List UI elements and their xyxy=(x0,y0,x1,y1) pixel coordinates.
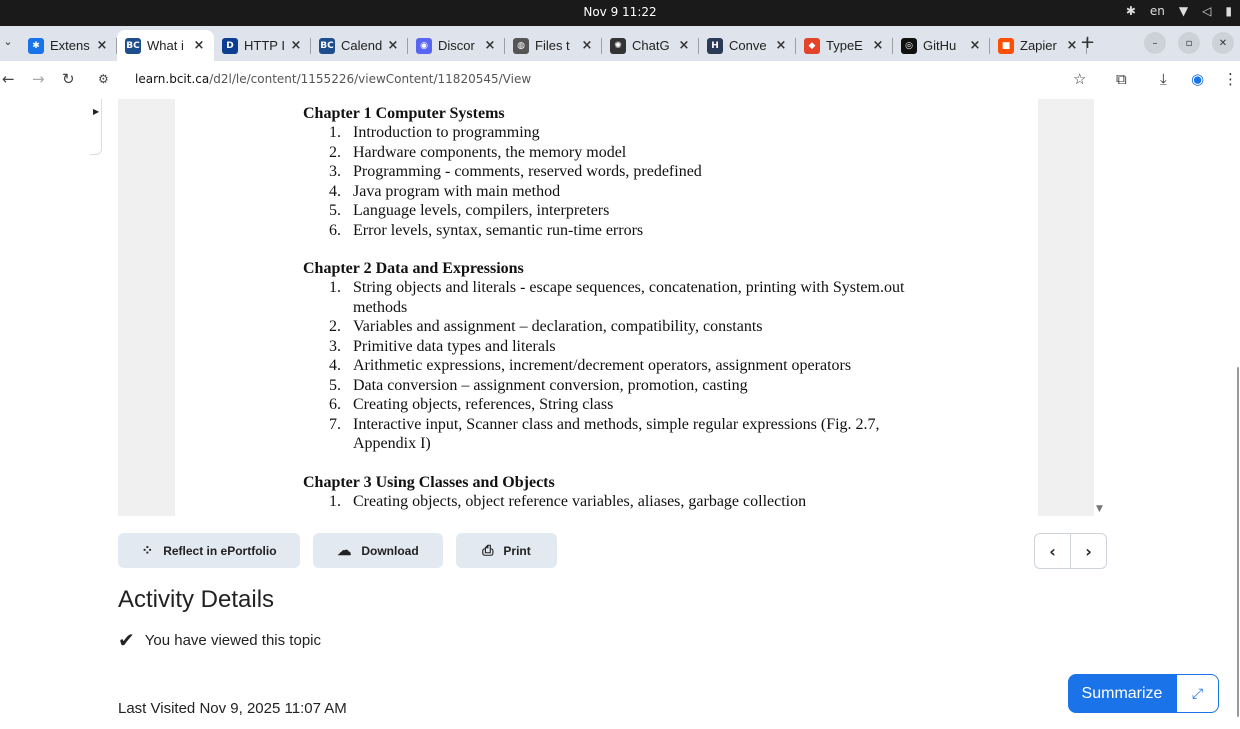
browser-tab[interactable] xyxy=(117,30,214,61)
tab-title: HTTP I xyxy=(244,38,285,53)
list-item xyxy=(329,492,943,512)
tab-title: What i xyxy=(147,38,184,53)
browser-tab[interactable] xyxy=(699,30,796,61)
tab-favicon-icon: ◉ xyxy=(416,38,432,54)
browser-tab[interactable] xyxy=(408,30,505,61)
list-item xyxy=(329,376,943,396)
tab-title: Discor xyxy=(438,38,475,53)
item-text: Arithmetic expressions, increment/decrement operators, assignment operators xyxy=(353,357,852,374)
tab-favicon-icon: ◆ xyxy=(804,38,820,54)
back-icon[interactable]: ← xyxy=(2,70,15,88)
eportfolio-icon: ⁘ xyxy=(141,542,154,558)
item-number: 4. xyxy=(329,182,341,200)
list-item xyxy=(329,123,943,143)
item-number: 4. xyxy=(329,357,341,374)
item-text: Language levels, compilers, interpreters xyxy=(353,202,610,219)
item-number: 1. xyxy=(329,124,341,141)
item-number: 5. xyxy=(329,202,341,219)
tab-title: ChatG xyxy=(632,38,670,53)
tab-favicon-icon: D xyxy=(222,38,238,54)
chapter-title: Chapter 1 Computer Systems xyxy=(303,105,505,122)
tab-close-icon[interactable]: × xyxy=(193,38,205,53)
item-number: 1. xyxy=(329,279,341,296)
download-button[interactable] xyxy=(313,533,443,568)
topic-pager xyxy=(1034,533,1107,569)
close-window-icon[interactable]: ✕ xyxy=(1212,32,1234,54)
list-item xyxy=(329,221,943,241)
chapter-section xyxy=(303,104,943,240)
tab-favicon-icon: ■ xyxy=(998,38,1014,54)
maximize-icon[interactable]: ▫ xyxy=(1178,32,1200,54)
browser-tab[interactable] xyxy=(990,30,1087,61)
list-item xyxy=(329,278,943,317)
tab-close-icon[interactable]: × xyxy=(1066,38,1078,53)
profile-icon[interactable]: ◉ xyxy=(1191,70,1205,88)
summarize-button[interactable]: Summarize xyxy=(1068,674,1176,713)
item-text: Variables and assignment – declaration, compatibility, constants xyxy=(353,318,763,335)
item-number: 6. xyxy=(329,396,341,413)
list-item xyxy=(329,337,943,357)
tab-close-icon[interactable]: × xyxy=(387,38,399,53)
document-content xyxy=(303,104,943,516)
tab-close-icon[interactable]: × xyxy=(969,38,981,53)
url-text[interactable] xyxy=(135,72,531,86)
checkmark-icon: ✔ xyxy=(118,630,135,652)
item-number: 1. xyxy=(329,492,341,510)
previous-topic-icon[interactable]: ‹ xyxy=(1049,541,1056,561)
system-tray[interactable] xyxy=(1126,4,1232,18)
language-indicator[interactable]: en xyxy=(1149,4,1165,18)
list-item xyxy=(329,182,943,202)
list-item xyxy=(329,317,943,337)
summarize-widget xyxy=(1068,674,1219,713)
reflect-eportfolio-button[interactable] xyxy=(118,533,300,568)
chapter-section xyxy=(303,259,943,454)
tab-list xyxy=(20,30,1087,61)
tab-close-icon[interactable]: × xyxy=(678,38,690,53)
item-number: 5. xyxy=(329,376,341,394)
tab-title: Files t xyxy=(535,38,570,53)
os-top-bar xyxy=(0,0,1240,26)
tab-title: Calend xyxy=(341,38,383,53)
topic-list xyxy=(303,123,943,240)
item-text: Hardware components, the memory model xyxy=(353,143,627,161)
expand-icon[interactable]: ⤢ xyxy=(1176,674,1219,713)
item-number: 2. xyxy=(329,143,341,161)
list-item xyxy=(329,201,943,221)
browser-tab[interactable] xyxy=(893,30,990,61)
topic-list xyxy=(303,278,943,454)
viewed-text: You have viewed this topic xyxy=(144,632,321,649)
browser-tab[interactable] xyxy=(602,30,699,61)
item-number: 3. xyxy=(329,337,341,355)
item-text: Creating objects, references, String class xyxy=(353,396,614,413)
new-tab-button[interactable]: + xyxy=(1080,32,1096,53)
browser-tab[interactable] xyxy=(214,30,311,61)
page-scrollbar-thumb[interactable] xyxy=(1237,367,1239,717)
tab-strip xyxy=(0,26,1240,61)
forward-icon[interactable]: → xyxy=(32,70,45,88)
browser-tab[interactable] xyxy=(20,30,117,61)
item-text: Data conversion – assignment conversion, promotion, casting xyxy=(353,376,748,394)
chapter-section xyxy=(303,473,943,512)
item-text: Programming - comments, reserved words, predefined xyxy=(353,163,702,180)
list-item xyxy=(329,415,943,454)
item-number: 6. xyxy=(329,221,341,239)
bookmark-star-icon[interactable]: ☆ xyxy=(1073,70,1087,88)
page-scrollbar[interactable] xyxy=(1233,99,1240,729)
tab-favicon-icon: ✱ xyxy=(28,38,44,54)
next-topic-icon[interactable]: › xyxy=(1070,534,1106,568)
navigation-bar xyxy=(0,61,1240,99)
tab-favicon-icon: BC xyxy=(125,38,141,54)
last-visited-text: Last Visited Nov 9, 2025 11:07 AM xyxy=(118,700,347,717)
document-viewer[interactable] xyxy=(118,99,1094,516)
browser-tab[interactable] xyxy=(796,30,893,61)
item-text: Error levels, syntax, semantic run-time errors xyxy=(353,221,644,239)
bluetooth-icon[interactable]: ✱ xyxy=(1125,4,1136,18)
item-text: Primitive data types and literals xyxy=(353,337,556,355)
tab-title: TypeE xyxy=(826,38,863,53)
tab-close-icon[interactable]: × xyxy=(484,38,496,53)
print-button[interactable] xyxy=(456,533,557,568)
tab-close-icon[interactable]: × xyxy=(775,38,787,53)
chapter-title: Chapter 2 Data and Expressions xyxy=(303,260,524,277)
tab-favicon-icon: ◍ xyxy=(513,38,529,54)
item-number: 3. xyxy=(329,163,341,180)
item-number: 2. xyxy=(329,318,341,335)
tab-favicon-icon: ✺ xyxy=(610,38,626,54)
item-text: Introduction to programming xyxy=(353,124,540,141)
tab-title: Conve xyxy=(729,38,767,53)
tab-search-icon[interactable]: ⌄ xyxy=(3,35,13,48)
cloud-download-icon: ☁ xyxy=(337,542,352,558)
viewer-scrollbar[interactable] xyxy=(1094,99,1108,516)
tab-close-icon[interactable]: × xyxy=(96,38,108,53)
toc-panel-toggle[interactable] xyxy=(90,99,102,155)
wifi-icon[interactable]: ▼ xyxy=(1178,4,1189,18)
item-text: Creating objects, object reference variables, aliases, garbage collection xyxy=(353,492,807,510)
browser-tab[interactable] xyxy=(311,30,408,61)
list-item xyxy=(329,143,943,163)
menu-icon[interactable]: ⋮ xyxy=(1223,70,1238,88)
list-item xyxy=(329,395,943,415)
site-info-icon[interactable]: ⚙ xyxy=(98,72,109,86)
tab-close-icon[interactable]: × xyxy=(581,38,593,53)
tab-close-icon[interactable]: × xyxy=(872,38,884,53)
chapter-title: Chapter 3 Using Classes and Objects xyxy=(303,473,555,491)
reload-icon[interactable]: ↻ xyxy=(62,70,75,88)
list-item xyxy=(329,162,943,182)
reflect-label: Reflect in ePortfolio xyxy=(163,543,277,558)
tab-title: Zapier xyxy=(1020,38,1057,53)
tab-favicon-icon: H xyxy=(707,38,723,54)
tab-close-icon[interactable]: × xyxy=(290,38,302,53)
address-bar[interactable] xyxy=(90,65,1102,95)
window-controls xyxy=(1144,32,1234,54)
tab-favicon-icon: BC xyxy=(319,38,335,54)
list-item xyxy=(329,356,943,376)
browser-tab[interactable] xyxy=(505,30,602,61)
volume-icon[interactable]: ◁ xyxy=(1202,4,1212,18)
tab-title: GitHu xyxy=(923,38,957,53)
item-text: String objects and literals - escape sequences, concatenation, printing with System.out methods xyxy=(353,279,905,316)
download-label: Download xyxy=(361,543,419,558)
extensions-icon[interactable]: ⧉ xyxy=(1116,70,1127,88)
battery-icon[interactable]: ▮ xyxy=(1225,4,1232,18)
url-domain: learn.bcit.ca xyxy=(135,72,210,86)
chevron-right-icon: ▶ xyxy=(93,107,100,116)
download-icon[interactable]: ⤓ xyxy=(1160,70,1167,88)
scroll-down-icon[interactable]: ▼ xyxy=(1096,504,1103,514)
activity-details-heading: Activity Details xyxy=(118,586,275,613)
tab-title: Extens xyxy=(50,38,90,53)
item-number: 7. xyxy=(329,415,341,433)
viewed-status xyxy=(118,628,321,653)
topic-list xyxy=(303,492,943,512)
item-text: Interactive input, Scanner class and methods, simple regular expressions (Fig. 2.7, Appendix I) xyxy=(353,415,880,452)
printer-icon: ⎙ xyxy=(482,542,494,558)
minimize-icon[interactable]: – xyxy=(1144,32,1166,54)
os-clock[interactable]: Nov 9 11:22 xyxy=(583,5,657,19)
item-text: Java program with main method xyxy=(353,182,561,200)
print-label: Print xyxy=(503,543,531,558)
tab-favicon-icon: ◎ xyxy=(901,38,917,54)
url-path: /d2l/le/content/1155226/viewContent/11820545/View xyxy=(209,72,532,86)
